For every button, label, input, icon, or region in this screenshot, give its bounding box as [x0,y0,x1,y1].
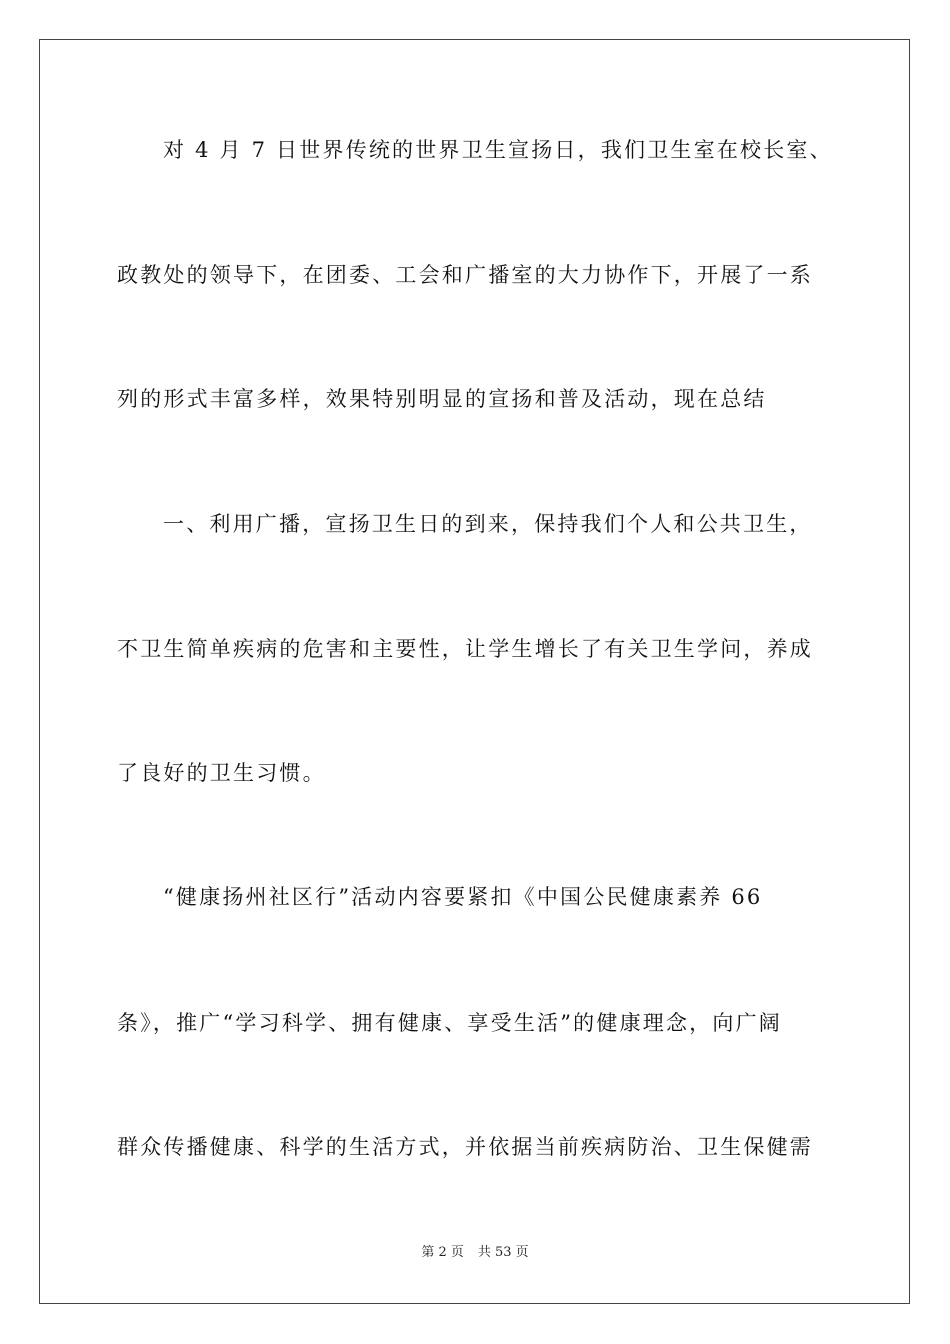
paragraph-2-line-1: 一、利用广播，宣扬卫生日的到来，保持我们个人和公共卫生， [163,512,813,536]
paragraph-2-line-2: 不卫生简单疾病的危害和主要性，让学生增长了有关卫生学问，养成 [117,637,813,661]
page-border [39,39,910,1304]
paragraph-2-line-3: 了良好的卫生习惯。 [117,761,326,785]
page-footer [0,1244,950,1262]
paragraph-1-line-1: 对 4 月 7 日世界传统的世界卫生宣扬日，我们卫生室在校长室、 [163,138,833,162]
paragraph-3-line-3: 群众传播健康、科学的生活方式，并依据当前疾病防治、卫生保健需 [117,1135,813,1159]
paragraph-3-line-1: “健康扬州社区行”活动内容要紧扣《中国公民健康素养 66 [163,885,763,909]
page-total: 共 53 页 [477,1245,529,1260]
paragraph-1-line-3: 列的形式丰富多样，效果特别明显的宣扬和普及活动，现在总结 [117,387,767,411]
page-number: 第 2 页 [421,1245,464,1260]
paragraph-1-line-2: 政教处的领导下，在团委、工会和广播室的大力协作下，开展了一系 [117,263,813,287]
paragraph-3-line-2: 条》，推广“学习科学、拥有健康、享受生活”的健康理念，向广阔 [117,1011,782,1035]
